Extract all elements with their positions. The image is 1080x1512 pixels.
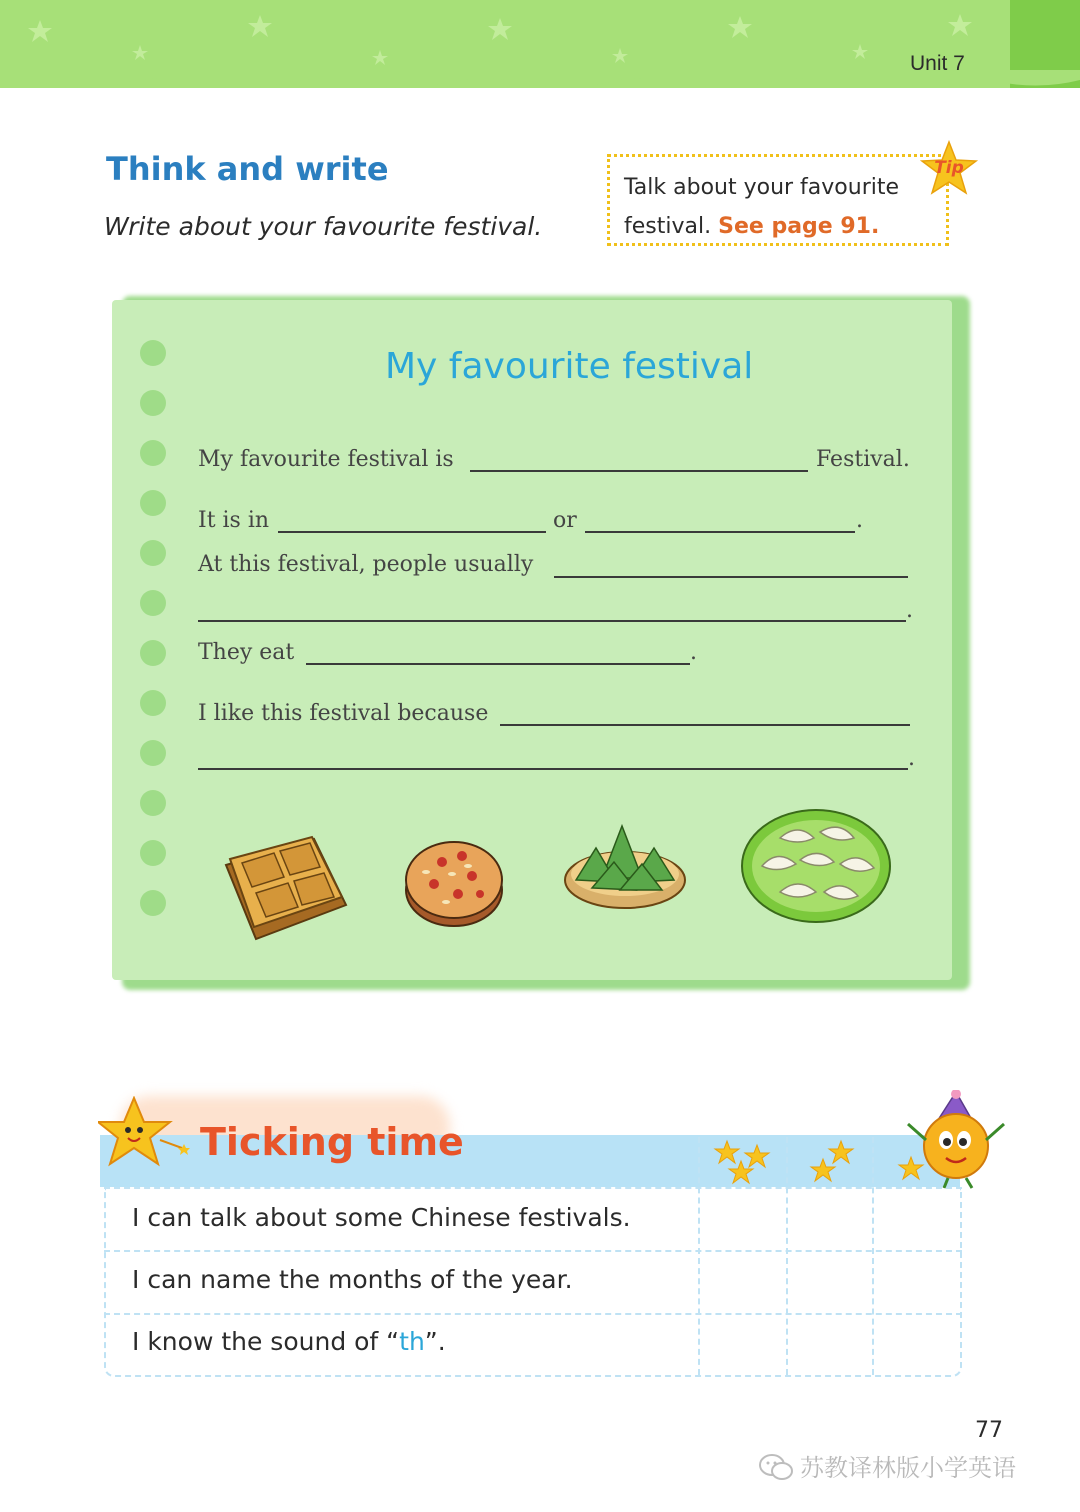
tick-cell[interactable] [788,1252,870,1312]
notebook-hole [140,390,166,416]
tip-text-line1: Talk about your favourite [624,175,900,200]
tick-cell[interactable] [874,1252,960,1312]
unit-label: Unit 7 [910,52,965,75]
tip-text-line2: festival. [624,214,719,239]
blank-activity[interactable] [554,576,908,578]
section-title: Think and write [106,150,389,188]
line3-prompt: At this festival, people usually [198,552,534,577]
notebook-hole [140,740,166,766]
ticking-row-festivals: I can talk about some Chinese festivals. [132,1203,631,1232]
line6-prompt: I like this festival because [198,701,489,726]
notebook-holes [140,340,170,920]
tick-cell[interactable] [700,1189,784,1249]
notebook-hole [140,590,166,616]
tick-cell[interactable] [874,1189,960,1249]
th-sound-highlight: th [399,1327,425,1356]
tip-text [624,168,924,246]
tip-badge-text: Tip [934,158,964,178]
line5-period: . [690,640,697,665]
page-number: 77 [975,1418,1003,1443]
star-mascot-icon [98,1096,192,1172]
zongzi-image [562,818,688,914]
ticking-row-months: I can name the months of the year. [132,1265,573,1294]
ball-mascot-icon [900,1090,1010,1190]
notebook-hole [140,540,166,566]
notebook-hole [140,790,166,816]
blank-reason-continued[interactable] [198,768,908,770]
tip-page-link[interactable]: See page 91. [718,214,880,239]
blank-month-2[interactable] [585,531,855,533]
line2-prompt: It is in [198,508,270,533]
blank-activity-continued[interactable] [198,620,906,622]
line2-or: or [553,508,577,533]
card-title: My favourite festival [385,346,754,387]
blank-month-1[interactable] [278,531,546,533]
blank-festival-name[interactable] [470,470,808,472]
dumplings-image [740,808,892,924]
tick-cell[interactable] [788,1189,870,1249]
tick-cell[interactable] [700,1252,784,1312]
ticking-row-th-sound [132,1327,446,1356]
stars-pattern-decoration [0,0,1010,80]
tick-cell[interactable] [700,1315,784,1375]
tip-star-icon [915,140,979,200]
rice-cake-image [402,832,508,928]
notebook-hole [140,890,166,916]
line1-prompt: My favourite festival is [198,447,454,472]
th-sound-prefix: I know the sound of “ [132,1327,400,1356]
notebook-hole [140,840,166,866]
blank-reason[interactable] [500,724,910,726]
tick-cell[interactable] [788,1315,870,1375]
th-sound-suffix: ”. [424,1327,446,1356]
notebook-hole [140,440,166,466]
ticking-time-title: Ticking time [200,1120,464,1164]
notebook-hole [140,690,166,716]
line5-prompt: They eat [198,640,295,665]
mooncake-image [222,835,350,943]
line7-period: . [908,746,915,771]
watermark: 苏教译林版小学英语 [800,1454,1016,1482]
wechat-icon [758,1452,794,1482]
line2-period: . [856,508,863,533]
line4-period: . [906,598,913,623]
section-instruction: Write about your favourite festival. [104,212,543,241]
blank-food[interactable] [306,663,690,665]
notebook-hole [140,340,166,366]
tick-cell[interactable] [874,1315,960,1375]
notebook-hole [140,640,166,666]
notebook-hole [140,490,166,516]
line1-suffix: Festival. [816,447,910,472]
